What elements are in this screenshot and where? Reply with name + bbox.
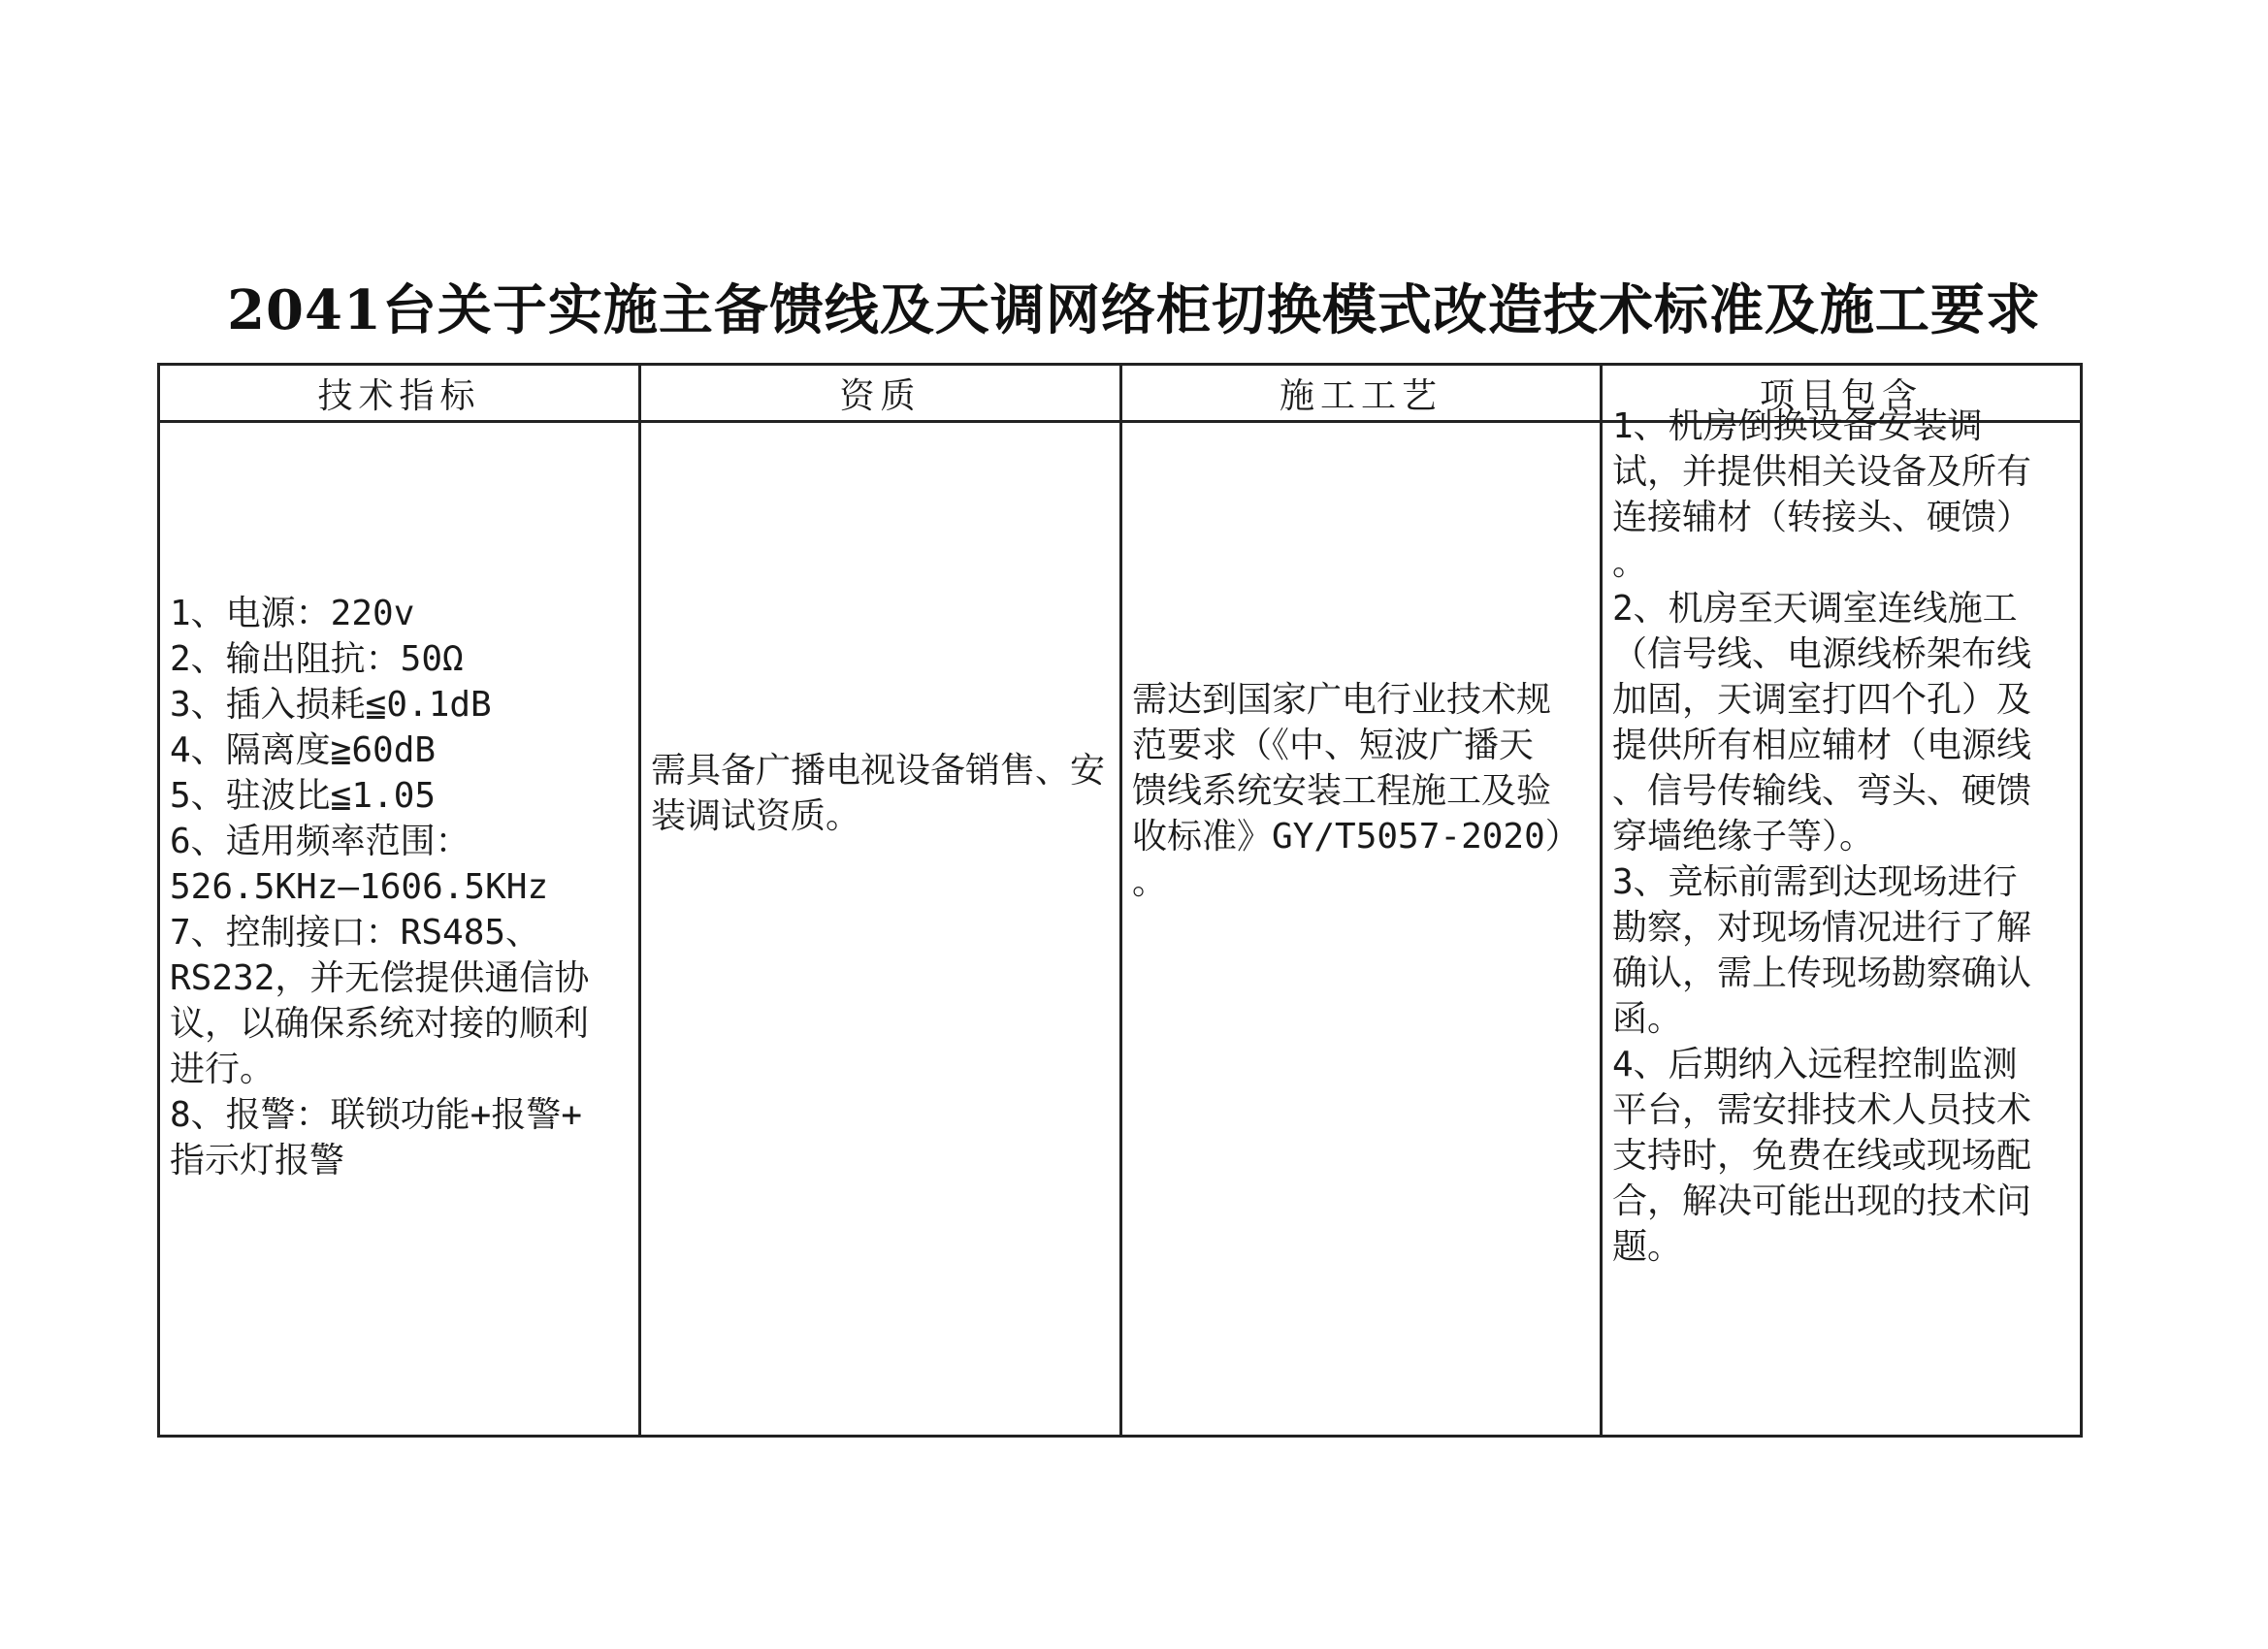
items-line: 合，解决可能出现的技术问 (1612, 1181, 2032, 1221)
header-tech-indicators: 技术指标 (159, 365, 640, 422)
spec-table (157, 363, 2083, 1438)
page-title: 2041台关于实施主备馈线及天调网络柜切换模式改造技术标准及施工要求 (227, 278, 2041, 342)
items-line: 穿墙绝缘子等）。 (1612, 817, 1875, 857)
tech-line: 议，以确保系统对接的顺利 (170, 1004, 590, 1044)
items-line: 试，并提供相关设备及所有 (1612, 452, 2032, 492)
items-line: 支持时，免费在线或现场配 (1612, 1136, 2032, 1176)
tech-line: 8、报警：联锁功能+报警+ (170, 1095, 583, 1135)
header-project-items: 项目包含 (1602, 365, 2082, 422)
project-items-text (1612, 404, 2070, 1270)
tech-line: 进行。 (170, 1050, 275, 1089)
items-line: （信号线、电源线桥架布线 (1612, 634, 2032, 674)
items-line: 勘察，对现场情况进行了解 (1612, 908, 2032, 948)
cell-qualification (640, 422, 1121, 1437)
tech-line: 526.5KHz—1606.5KHz (170, 867, 549, 907)
tech-line: 2、输出阻抗：50Ω (170, 639, 464, 679)
items-line: 提供所有相应辅材（电源线 (1612, 726, 2032, 765)
tech-line: 5、驻波比≦1.05 (170, 776, 437, 816)
header-qualification: 资质 (640, 365, 1121, 422)
cell-tech-indicators (159, 422, 640, 1437)
tech-line: 指示灯报警 (170, 1141, 345, 1180)
construction-line: 。 (1132, 862, 1168, 902)
qualification-text: 需具备广播电视设备销售、安装调试资质。 (651, 750, 1106, 836)
items-line: 1、机房倒换设备安装调 (1612, 406, 1983, 446)
items-line: 3、竞标前需到达现场进行 (1612, 862, 2018, 902)
tech-line: 7、控制接口：RS485、 (170, 913, 541, 953)
items-line: 、信号传输线、弯头、硬馈 (1612, 771, 2032, 811)
items-line: 4、后期纳入远程控制监测 (1612, 1045, 2018, 1084)
items-line: 平台，需安排技术人员技术 (1612, 1090, 2032, 1130)
items-line: 加固，天调室打四个孔）及 (1612, 680, 2032, 720)
items-line: 题。 (1612, 1227, 1683, 1267)
construction-line: 需达到国家广电行业技术规 (1132, 680, 1552, 720)
construction-line: 馈线系统安装工程施工及验 (1132, 771, 1552, 811)
items-line: 确认，需上传现场勘察确认 (1612, 954, 2032, 993)
tech-line: 1、电源：220v (170, 594, 415, 633)
construction-line: 收标准》GY/T5057-2020） (1132, 817, 1580, 857)
table-row (159, 422, 2082, 1437)
cell-construction (1121, 422, 1602, 1437)
items-line: 2、机房至天调室连线施工 (1612, 589, 2018, 629)
tech-line: 3、插入损耗≦0.1dB (170, 685, 492, 725)
items-line: 。 (1612, 543, 1648, 583)
cell-project-items (1602, 406, 2082, 1437)
tech-line: 6、适用频率范围： (170, 822, 470, 861)
construction-line: 范要求（《中、短波广播天 (1132, 726, 1535, 765)
tech-line: 4、隔离度≧60dB (170, 730, 437, 770)
items-line: 连接辅材（转接头、硬馈） (1612, 498, 2032, 537)
construction-text (1132, 677, 1590, 905)
header-construction: 施工工艺 (1121, 365, 1602, 422)
items-line: 函。 (1612, 999, 1683, 1039)
tech-line: RS232，并无偿提供通信协 (170, 958, 590, 998)
tech-indicators-text (170, 591, 629, 1183)
